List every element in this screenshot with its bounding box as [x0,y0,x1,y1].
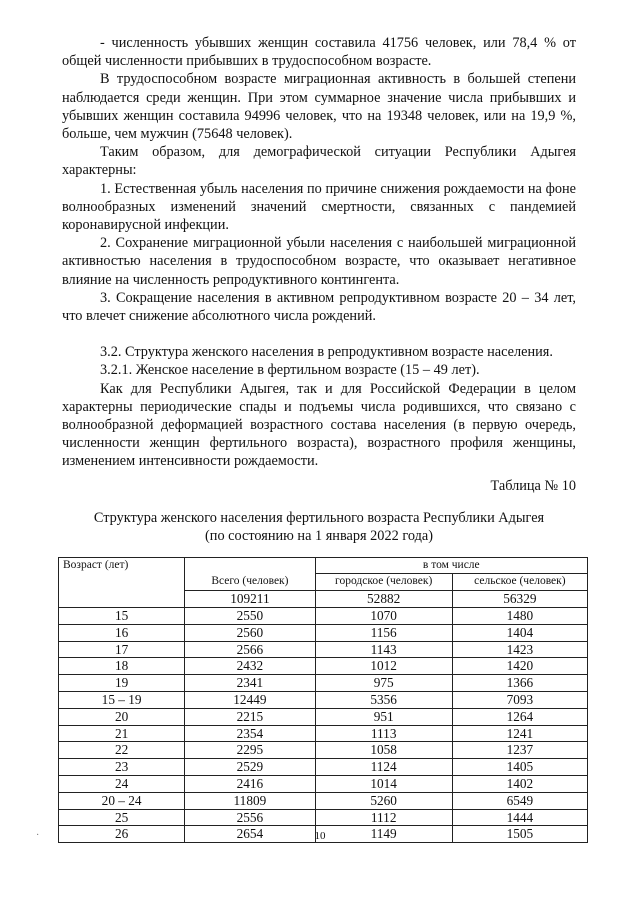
row-total: 2566 [185,641,315,658]
row-urban: 1058 [315,742,452,759]
table-row [59,708,588,725]
total-urban: 52882 [315,591,452,608]
row-age: 21 [59,725,185,742]
row-rural: 1420 [452,658,587,675]
row-age: 20 – 24 [59,792,185,809]
row-total: 12449 [185,692,315,709]
table-title-line-2: (по состоянию на 1 января 2022 года) [205,527,433,544]
row-total: 2560 [185,624,315,641]
list-item-2: 2. Сохранение миграционной убыли населения с наибольшей миграционной активностью населения в трудоспособном возрасте, что оказывает негативное влияние на численность репродуктивного контингента. [62,235,576,288]
row-total: 2432 [185,658,315,675]
row-urban: 1143 [315,641,452,658]
section-body: Как для Республики Адыгея, так и для Российской Федерации в целом характерны периодические спады и подъемы числа родившихся, что связано с волнообразной деформацией возрастного состава населения (в первую очередь, численности женщин фертильного возраста), возрастного профиля женщины, изменением интенсивности рождаемости. [62,380,576,470]
row-rural: 7093 [452,692,587,709]
row-age: 17 [59,641,185,658]
row-total: 2556 [185,809,315,826]
row-urban: 1149 [315,826,452,843]
section-heading: 3.2. Структура женского населения в репродуктивном возрасте населения. [100,344,553,361]
document-page [62,34,576,843]
table-title-line-1: Структура женского населения фертильного возраста Республики Адыгея [93,509,545,526]
row-age: 23 [59,759,185,776]
header-group: в том числе [315,557,587,574]
header-urban: городское (человек) [315,574,452,591]
row-urban: 1070 [315,608,452,625]
row-urban: 1124 [315,759,452,776]
row-urban: 975 [315,675,452,692]
row-age: 15 [59,608,185,625]
table-row [59,641,588,658]
row-age: 15 – 19 [59,692,185,709]
row-rural: 1405 [452,759,587,776]
subsection-heading: 3.2.1. Женское население в фертильном возрасте (15 – 49 лет). [100,362,480,379]
page-number: 10 [314,830,326,842]
table-label: Таблица № 10 [490,477,576,494]
row-urban: 1012 [315,658,452,675]
row-urban: 1112 [315,809,452,826]
scan-mark: · [36,830,40,841]
row-rural: 1423 [452,641,587,658]
paragraph-3: Таким образом, для демографической ситуации Республики Адыгея характерны: [62,144,576,179]
table-row [59,692,588,709]
total-all: 109211 [185,591,315,608]
table-row [59,776,588,793]
row-rural: 1264 [452,708,587,725]
header-age: Возраст (лет) [59,557,185,607]
table-title [62,509,576,545]
row-age: 22 [59,742,185,759]
row-total: 2529 [185,759,315,776]
row-total: 2354 [185,725,315,742]
row-age: 20 [59,708,185,725]
row-age: 16 [59,624,185,641]
row-rural: 1366 [452,675,587,692]
list-item-3: 3. Сокращение населения в активном репродуктивном возрасте 20 – 34 лет, что влечет снижение абсолютного числа рождений. [62,289,576,325]
row-age: 18 [59,658,185,675]
table-row [59,792,588,809]
list-item-1: 1. Естественная убыль населения по причине снижения рождаемости на фоне волнообразных изменений значений смертности, связанных с пандемией коронавирусной инфекции. [62,180,576,234]
row-urban: 951 [315,708,452,725]
table-row [59,658,588,675]
row-rural: 1241 [452,725,587,742]
paragraph-1: - численность убывших женщин составила 41756 человек, или 78,4 % от общей численности прибывших в трудоспособном возрасте. [62,35,576,70]
row-urban: 5356 [315,692,452,709]
row-age: 19 [59,675,185,692]
table-row [59,608,588,625]
header-rural: сельское (человек) [452,574,587,591]
row-age: 25 [59,809,185,826]
row-rural: 1444 [452,809,587,826]
row-rural: 6549 [452,792,587,809]
row-rural: 1505 [452,826,587,843]
paragraph-2: В трудоспособном возрасте миграционная активность в большей степени наблюдается среди женщин. При этом суммарное значение числа прибывших и убывших женщин составила 94996 человек, что на 19348 человек, или на 19,9 %, больше, чем мужчин (75648 человек). [62,71,576,143]
table-row [59,624,588,641]
row-total: 2215 [185,708,315,725]
row-age: 24 [59,776,185,793]
row-total: 11809 [185,792,315,809]
data-table [58,557,588,844]
row-urban: 1014 [315,776,452,793]
table-row [59,742,588,759]
row-urban: 1156 [315,624,452,641]
row-total: 2550 [185,608,315,625]
table-row [59,725,588,742]
row-rural: 1404 [452,624,587,641]
row-rural: 1480 [452,608,587,625]
row-urban: 1113 [315,725,452,742]
total-rural: 56329 [452,591,587,608]
row-total: 2654 [185,826,315,843]
row-urban: 5260 [315,792,452,809]
row-rural: 1237 [452,742,587,759]
row-rural: 1402 [452,776,587,793]
header-total: Всего (человек) [185,574,315,591]
table-row [59,809,588,826]
row-total: 2341 [185,675,315,692]
row-total: 2416 [185,776,315,793]
row-age: 26 [59,826,185,843]
table-row [59,675,588,692]
table-row [59,759,588,776]
row-total: 2295 [185,742,315,759]
